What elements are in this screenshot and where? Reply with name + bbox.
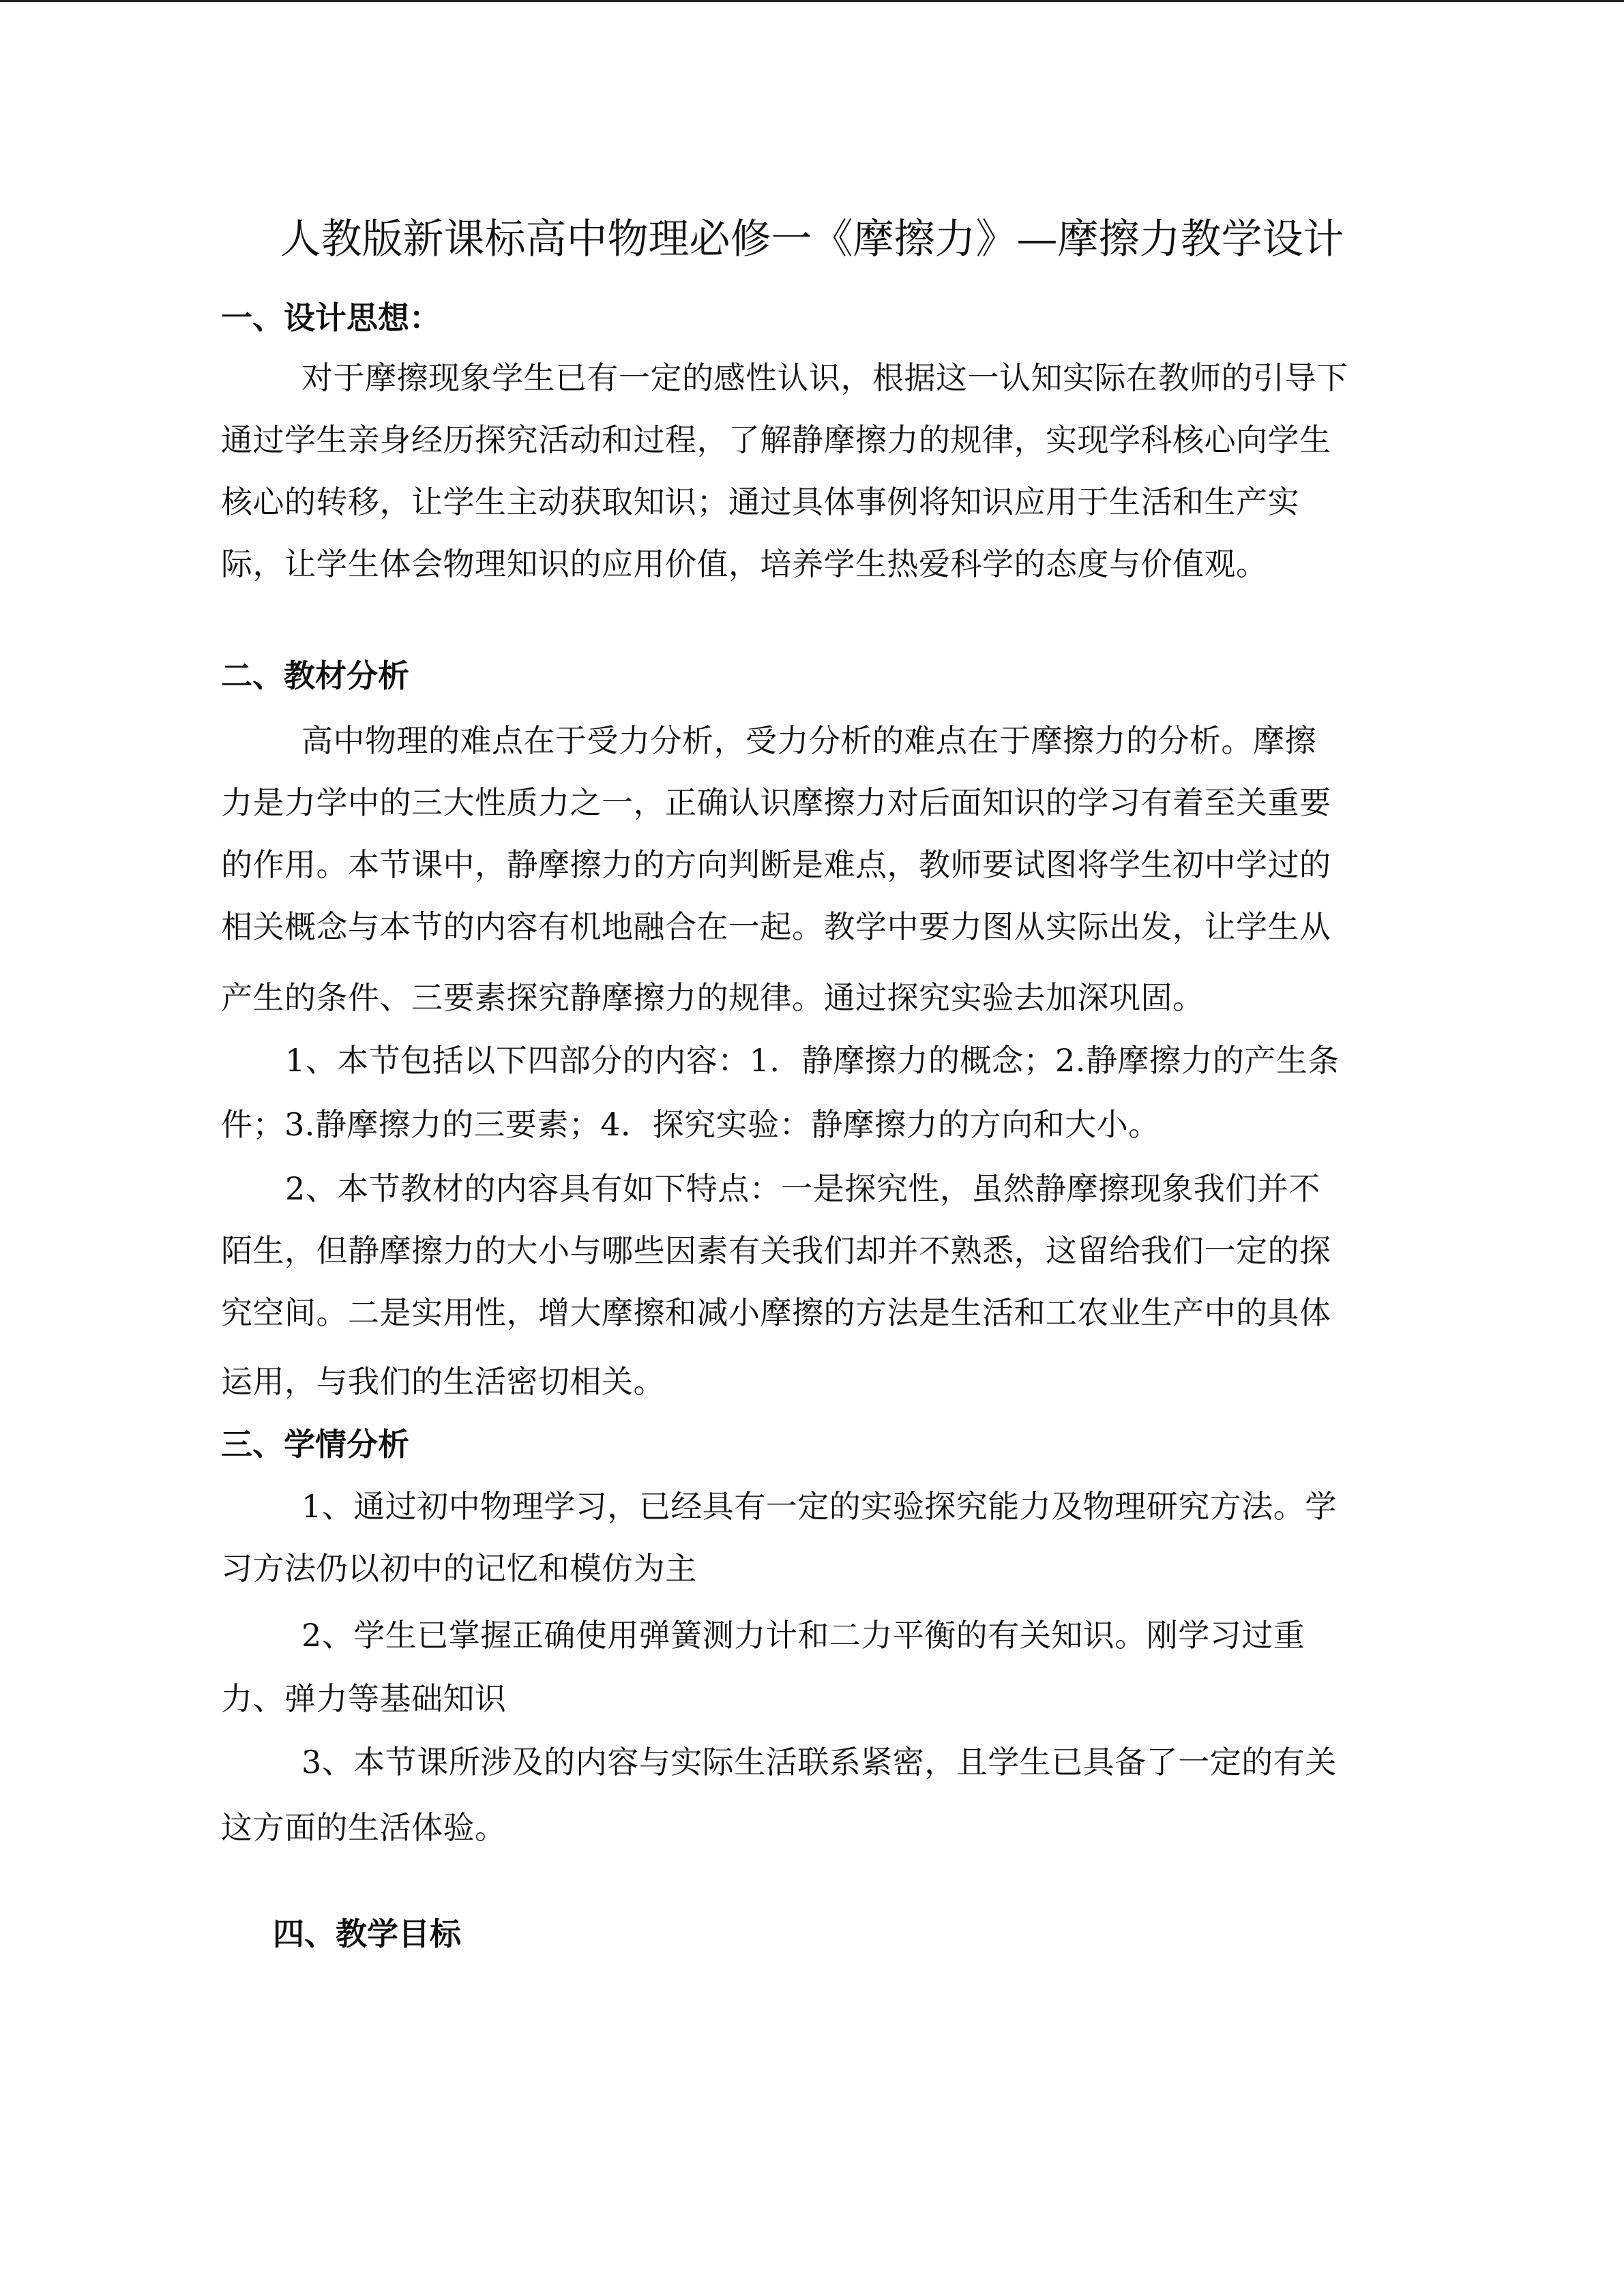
document-title: 人教版新课标高中物理必修一《摩擦力》—摩擦力教学设计 <box>280 215 1344 263</box>
paragraph-line: 核心的转移，让学生主动获取知识；通过具体事例将知识应用于生活和生产实 <box>221 483 1299 520</box>
section-heading-teaching-objectives: 四、教学目标 <box>273 1915 461 1952</box>
section-heading-textbook-analysis: 二、教材分析 <box>221 657 409 694</box>
paragraph-line: 1、通过初中物理学习，已经具有一定的实验探究能力及物理研究方法。学 <box>301 1488 1337 1525</box>
top-border-rule <box>0 0 1624 2</box>
paragraph-line: 产生的条件、三要素探究静摩擦力的规律。通过探究实验去加深巩固。 <box>221 979 1205 1016</box>
paragraph-line: 陌生，但静摩擦力的大小与哪些因素有关我们却并不熟悉，这留给我们一定的探 <box>221 1232 1331 1269</box>
section-heading-design-idea: 一、设计思想： <box>221 299 441 336</box>
paragraph-line: 运用，与我们的生活密切相关。 <box>221 1363 665 1400</box>
paragraph-line: 1、本节包括以下四部分的内容：1．静摩擦力的概念；2.静摩擦力的产生条 <box>285 1042 1340 1079</box>
paragraph-line: 究空间。二是实用性，增大摩擦和减小摩擦的方法是生活和工农业生产中的具体 <box>221 1294 1331 1331</box>
paragraph-line: 这方面的生活体验。 <box>221 1809 507 1846</box>
paragraph-line: 2、学生已掌握正确使用弹簧测力计和二力平衡的有关知识。刚学习过重 <box>301 1617 1305 1654</box>
paragraph-line: 3、本节课所涉及的内容与实际生活联系紧密，且学生已具备了一定的有关 <box>301 1744 1337 1780</box>
paragraph-line: 相关概念与本节的内容有机地融合在一起。教学中要力图从实际出发，让学生从 <box>221 908 1331 945</box>
paragraph-line: 高中物理的难点在于受力分析，受力分析的难点在于摩擦力的分析。摩擦 <box>301 722 1316 759</box>
paragraph-line: 习方法仍以初中的记忆和模仿为主 <box>221 1550 697 1587</box>
paragraph-line: 2、本节教材的内容具有如下特点：一是探究性，虽然静摩擦现象我们并不 <box>285 1170 1320 1207</box>
paragraph-line: 件；3.静摩擦力的三要素；4．探究实验：静摩擦力的方向和大小。 <box>221 1106 1160 1143</box>
paragraph-line: 通过学生亲身经历探究活动和过程，了解静摩擦力的规律，实现学科核心向学生 <box>221 421 1331 458</box>
section-heading-student-analysis: 三、学情分析 <box>221 1426 409 1463</box>
paragraph-line: 力是力学中的三大性质力之一，正确认识摩擦力对后面知识的学习有着至关重要 <box>221 784 1331 821</box>
paragraph-line: 力、弹力等基础知识 <box>221 1680 507 1717</box>
paragraph-line: 际，让学生体会物理知识的应用价值，培养学生热爱科学的态度与价值观。 <box>221 546 1268 582</box>
paragraph-line: 的作用。本节课中，静摩擦力的方向判断是难点，教师要试图将学生初中学过的 <box>221 846 1331 883</box>
paragraph-line: 对于摩擦现象学生已有一定的感性认识，根据这一认知实际在教师的引导下 <box>301 359 1348 396</box>
